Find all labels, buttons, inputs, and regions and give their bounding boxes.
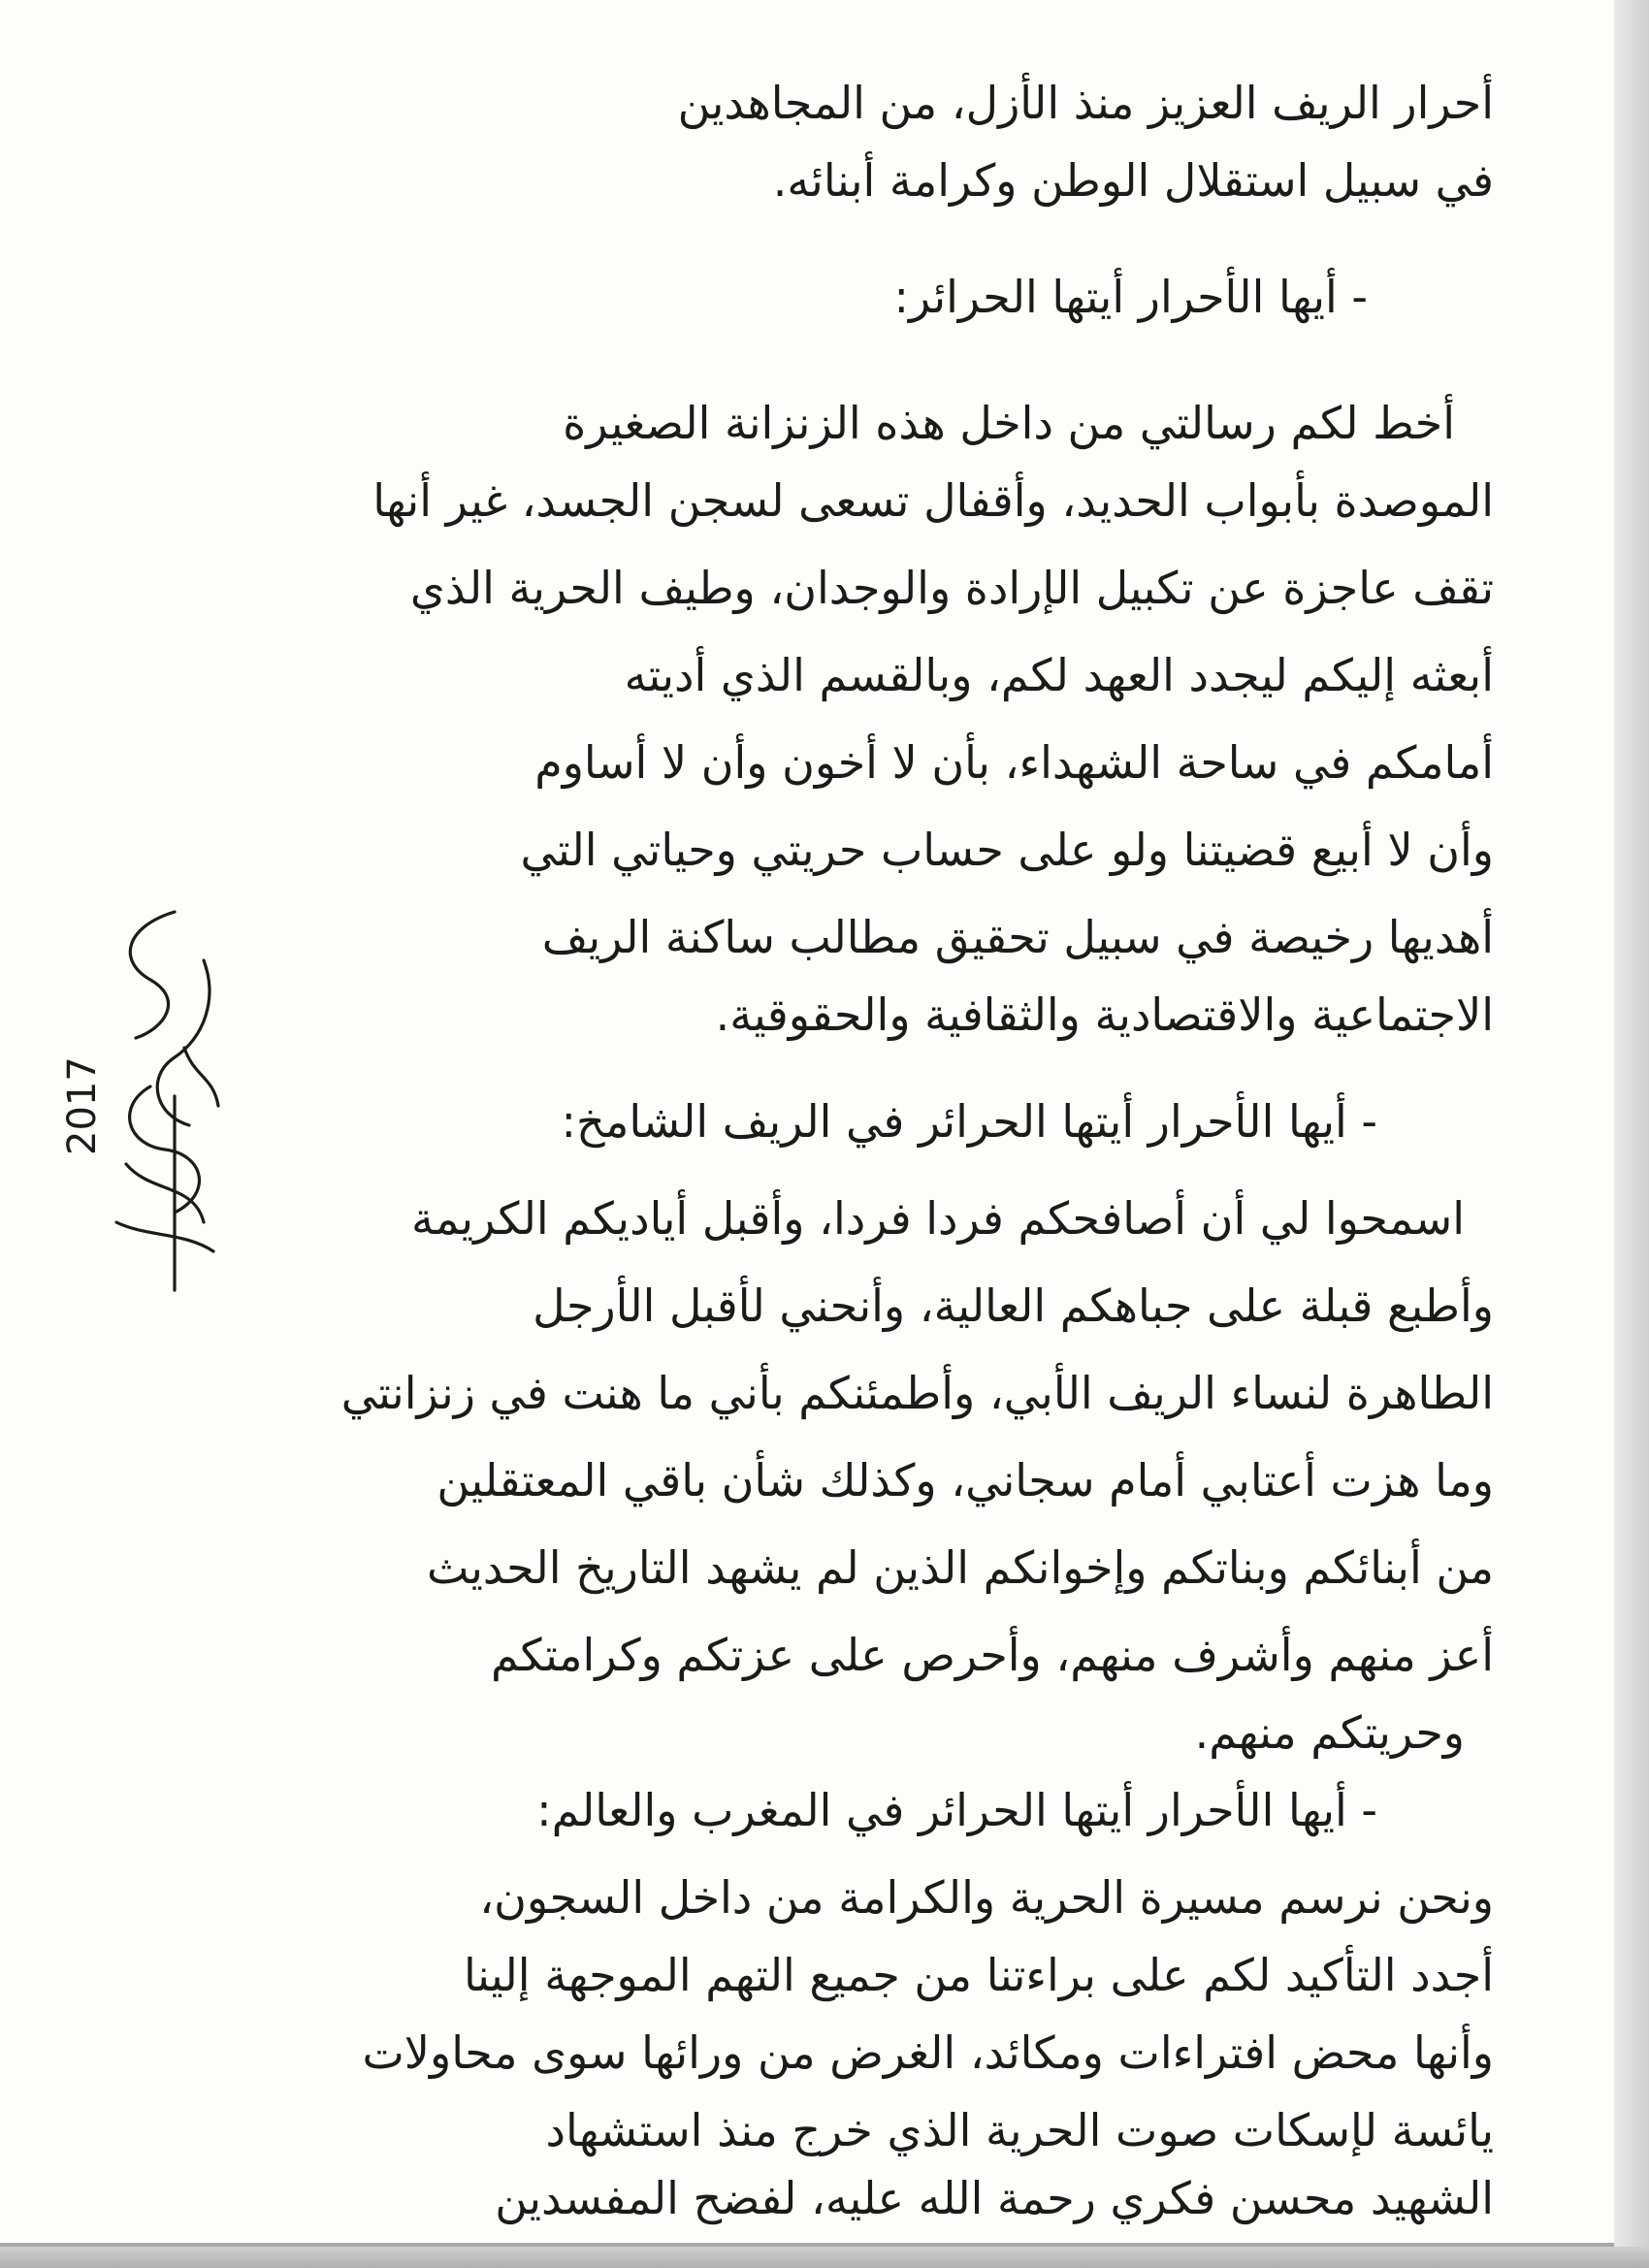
letter-line: الطاهرة لنساء الريف الأبي، وأطمئنكم بأني ما هنت في زنزانتي bbox=[340, 1367, 1494, 1419]
section-heading: - أيها الأحرار أيتها الحرائر: bbox=[893, 271, 1368, 323]
letter-line: يائسة لإسكات صوت الحرية الذي خرج منذ استشهاد bbox=[545, 2104, 1494, 2156]
letter-line: من أبنائكم وبناتكم وإخوانكم الذين لم يشهد التاريخ الحديث bbox=[426, 1541, 1494, 1594]
section-heading: - أيها الأحرار أيتها الحرائر في المغرب والعالم: bbox=[536, 1784, 1377, 1836]
letter-line: أجدد التأكيد لكم على براءتنا من جميع التهم الموجهة إلينا bbox=[464, 1949, 1494, 2001]
letter-line: الاجتماعية والاقتصادية والثقافية والحقوقية. bbox=[715, 988, 1494, 1041]
scan-edge-bottom bbox=[0, 2247, 1649, 2268]
letter-line: أعز منهم وأشرف منهم، وأحرص على عزتكم وكرامتكم bbox=[491, 1629, 1494, 1681]
letter-line: تقف عاجزة عن تكبيل الإرادة والوجدان، وطيف الحرية الذي bbox=[409, 562, 1494, 614]
letter-line: الشهيد محسن فكري رحمة الله عليه، لفضح المفسدين bbox=[495, 2172, 1494, 2224]
section-heading: - أيها الأحرار أيتها الحرائر في الريف الشامخ: bbox=[561, 1095, 1377, 1148]
letter-line: الموصدة بأبواب الحديد، وأقفال تسعى لسجن الجسد، غير أنها bbox=[372, 474, 1494, 527]
letter-line: أحرار الريف العزيز منذ الأزل، من المجاهدين bbox=[677, 77, 1494, 129]
letter-line: أهديها رخيصة في سبيل تحقيق مطالب ساكنة الريف bbox=[541, 911, 1494, 963]
letter-line: اسمحوا لي أن أصافحكم فردا فردا، وأقبل أياديكم الكريمة bbox=[411, 1192, 1465, 1245]
margin-date: 2017 bbox=[60, 1056, 105, 1155]
letter-line: في سبيل استقلال الوطن وكرامة أبنائه. bbox=[772, 154, 1494, 207]
letter-line: أخط لكم رسالتي من داخل هذه الزنزانة الصغيرة bbox=[563, 397, 1455, 449]
letter-line: أمامكم في ساحة الشهداء، بأن لا أخون وأن لا أساوم bbox=[534, 736, 1494, 789]
letter-line: وأطبع قبلة على جباهكم العالية، وأنحني لأقبل الأرجل bbox=[533, 1280, 1494, 1332]
letter-line: أبعثه إليكم ليجدد العهد لكم، وبالقسم الذي أديته bbox=[624, 649, 1494, 701]
letter-line: وأن لا أبيع قضيتنا ولو على حساب حريتي وحياتي التي bbox=[520, 824, 1494, 876]
letter-line: وما هزت أعتابي أمام سجاني، وكذلك شأن باقي المعتقلين bbox=[436, 1454, 1494, 1507]
letter-line: ونحن نرسم مسيرة الحرية والكرامة من داخل السجون، bbox=[479, 1871, 1494, 1924]
letter-line: وحريتكم منهم. bbox=[1194, 1706, 1465, 1759]
letter-line: وأنها محض افتراءات ومكائد، الغرض من ورائها سوى محاولات bbox=[362, 2026, 1494, 2079]
scan-edge-right bbox=[1614, 0, 1649, 2268]
handwritten-letter bbox=[301, 68, 1494, 2224]
